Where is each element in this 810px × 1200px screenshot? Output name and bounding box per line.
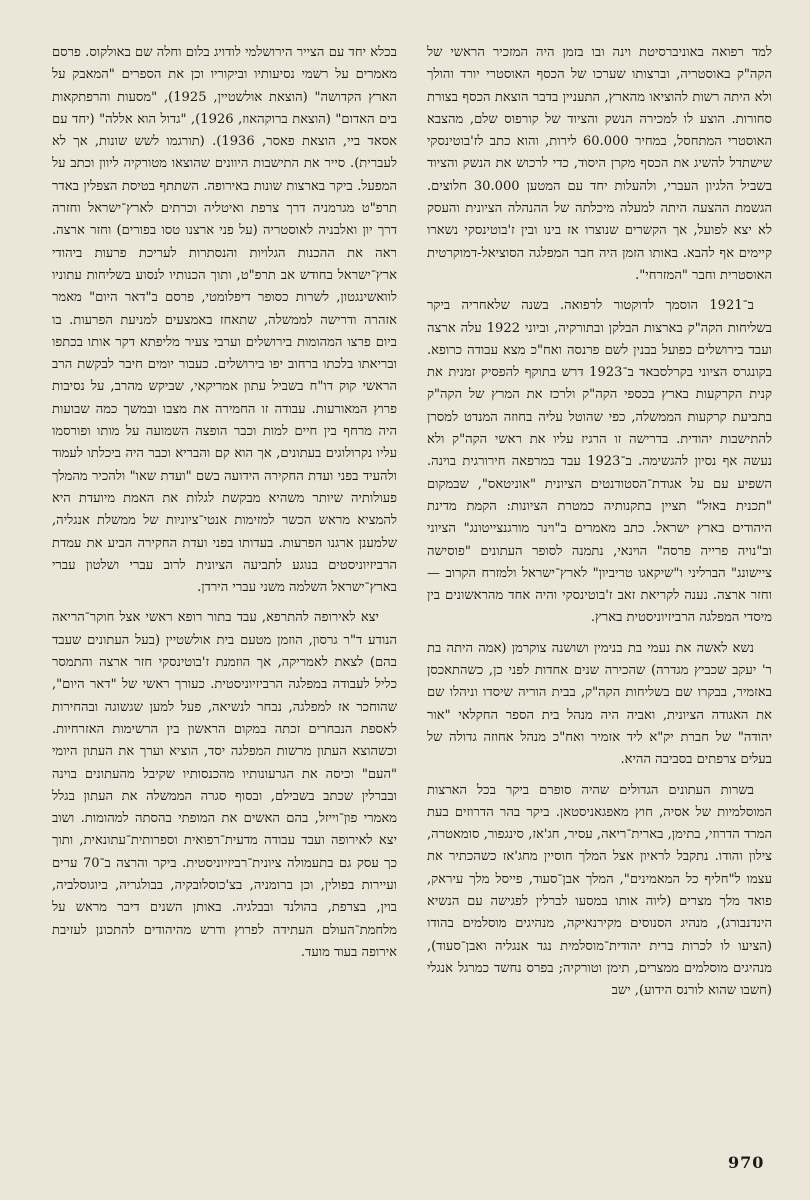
paragraph: למד רפואה באוניברסיטת וינה ובו בזמן היה המזכיר הראשי של הקה"ק באוסטריה, וברצותו שערכו של הכסף האוסטרי יורד והולך ולא היתה רשות להוציאו מהארץ, התעניין בדבר הוצאת הכסף בצורת סחורות. הוצע לו למכירה הנשק והציוד של קורפוס שלם, מהצבא האוסטרי המתחסל, במחיר 60.000 לירות, והוא כתב לז'בוטינסקי שישתדל להשיג את הכסף מקרן היסוד, כדי לרכוש את הנשק והציוד בשביל הלגיון העברי, ולהעלות יחד עם המטען 30.000 חלוצים. הגשמת ההצעה היתה למעלה מיכלתה של ההנהלה הציונית והעסק לא יצא לפועל, אך הקשרים שנוצרו אז בינו ובין ז'בוטינסקי נשארו קיימים אף להבא. באותו הזמן היה חבר המפלגה הסוציאל-דמוקרטית האוסטרית וחבר "המזרחי". <box>427 45 772 283</box>
paragraph: בשרות העתונים הגדולים שהיה סופרם ביקר בכל הארצות המוסלמיות של אסיה, חוץ מאפגאניסטאן. ביקר בהר הדרוזים בעת המרד הדרוזי, בתימן, בארית־ריאה, עסיר, חג'אז, סינגפור, סומאטרה, צילון והודו. נתקבל לראיון אצל המלך חוסיין מחג'אז כשהכתיר את עצמו ל"חליף כל המאמינים", המלך אבן־סעוד, פייסל מלך עיראק, פואד מלך מצרים (ליוה אותו במסעו לברלין לפגישה עם הנשיא הינדנבורג), מנהיג הסנוסים מקירנאיקה, מנהיגים מוסלמים בהודו (הציעו לו לכרות ברית יהודית־מוסלמית נגד אנגליה ואבן־סעוד), מנהיגים מוסלמים ממצרים, תימן וטורקיה; בפרס נחשד כמרגל אנגלי (חשבו שהוא לורנס הידוע), ישב <box>427 782 772 999</box>
left-column <box>52 42 397 1142</box>
right-column <box>427 42 772 1142</box>
paragraph: נשא לאשה את נעמי בת בנימין ושושנה צוקרמן (אמה היתה בת ר' יעקב שכביץ מגדרה) שהכירה שנים אחדות לפני כן, כשהתאכסן באזמיר, בבקרו שם בשליחות הקה"ק, בבית הוריה שיסדו וניהלו שם את האגודה הציונית, ואביה היה מנהל בית הספר החקלאי "אור יהודה" של חברת יק"א ליד אזמיר ואח"כ מנהל אחוזה גדולה של בעלים צרפתים בסביבה ההיא. <box>427 640 772 768</box>
page-number: 970 <box>728 1153 765 1172</box>
text-columns <box>52 42 772 1142</box>
paragraph: ב־1921 הוסמך לדוקטור לרפואה. בשנה שלאחריה ביקר בשליחות הקה"ק בארצות הבלקן ובתורקיה, וביוני 1922 עלה ארצה ועבד בירושלים כפועל בבנין לשם פרנסה ואח"כ מצא עבודה כרופא. בקונגרס הציוני בקרלסבאד ב־1923 דרש בתוקף להפסיק זמנית את קנית הקרקעות בארץ בכספי הקה"ק ולרכז את המרץ של הקה"ק בתביעת קרקעות הממשלה, כפי שהוטל עליה בחוזה המנדט למסרן להתישבות יהודית. בדרישה זו הרגיז עליו את ראשי הקה"ק ולא נעשה אף נסיון להגשימה. ב־1923 עבד במרפאה חירורגית בוינה. השפיע עם על אגודת־הסטודנטים הציונית "אוניטאס", שבמקום "תכנית באזל" תציין בתקנותיה כמטרת הציונות: הקמת מדינת היהודים בארץ ישראל. כתב מאמרים ב"וינר מורגנצייטונג" הציוני וב"נויה פרייה פרסה" הוינאי, נתמנה לסופר העתונים "פוסישה ציישונג" הברליני ו"שיקאגו טריביון" לארץ־ישראל ולמזרח הקרוב — וחזר ארצה. נענה לקריאת זאב ז'בוטינסקי והיה אחד מהראשונים בין מיסדי המפלגה הרביזיוניסטית בארץ. <box>427 298 772 626</box>
paragraph: יצא לאירופה להתרפא, עבד בתור רופא ראשי אצל חוקר־הריאה הנודע ד"ר גרסון, הוזמן מטעם בית אולשטיין (בעל העתונים שעבד בהם) לצאת לאמריקה, אך הוזמנת ז'בוטינסקי חזר ארצה והתמסר כליל לעבודה במפלגה הרביזיוניסטית. כעורך ראשי של "דאר היום", שהוחכר אז למפלגה, נבחר לנשיאה, פעל למען שגשוגה ובהחירות לאספת הנבחרים זכתה במקום הראשון בין הרשימות האזרחיות. וכשהוצא העתון מרשות המפלגה יסד, הוציא וערך את העתון היומי "העם" וכיסה את הגרעונותיו מהכנסותיו שקיבל מהעתונים בוינה ובברלין שכתב בשבילם, ובסוף סגרה הממשלה את העתון בגלל מאמרי פון־וייזל, בהם האשים את המופתי בהסתה למהומות. ושוב יצא לאירופה ועבד עבודה מדעית־רפואית וספרותית־עתונאית, ותוך כך עסק גם בתעמולה ציונית־רביזיוניסטית. ביקר והרצה ב־70 ערים ועיירות בפולין, וכן ברומניה, בצ'כוסלובקיה, בבולגריה, ביוגוסלביה, בוין, בצרפת, בהולנד ובבלגיה. באותן השנים דיבר מראש על מלחמת־העולם העתידה לפרוץ ודרש מהיהודים להתכונן לעזיבת אירופה בעוד מועד. <box>52 610 397 960</box>
paragraph: בכלא יחד עם הצייר הירושלמי לודויג בלום וחלה שם באולקוס. פרסם מאמרים על רשמי נסיעותיו וביקוריו וכן את הספרים "המאבק על הארץ הקדושה" (הוצאת אולשטיין, 1925), "מסעות והרפתקאות בים האדום" (הוצאת ברוקהאוז, 1926), "גדול הוא אללה" (יחד עם אסאד ביי, הוצאת פאסר, 1936). (תורגמו לשש שונות, אך לא לעברית). סייר את התישבות היוונים שהוצאו מטורקיה ליוון וכתב על המפעל. ביקר בארצות שונות באירופה. השתתף בטיסת הצפלין באדר תרפ"ט מגרמניה דרך צרפת ואיטליה וכרתים לארץ־ישראל וחזרה דרך יון ואלבניה לאוסטריה (על פני ארצנו טסו בפורים) וחזר ארצה. ראה את ההכנות הגלויות והנסתרות לעריכת פרעות ביהודי ארץ־ישראל בחודש אב תרפ"ט, ותוך הכנותיו לנסוע בשליחות עתוניו לוואשינגטון, לשרות כסופר דיפלומטי, פרסם ב"דאר היום" מאמר אזהרה ודרישה לממשלה, שתאחז באמצעים למניעת הפרעות. בו ביום פרצו המהומות בירושלים וערבי צעיר מליפתא דקר אותו בכתפו ובריאתו בלכתו ברחוב יפו בירושלים. כעבור יומים חיבר לבקשת הרב הראשי קוק דו"ח בשביל עתון אמריקאי, שביקש מהרב, על נסיבות פרוץ המאורעות. עבודה זו החמירה את מצבו ובמשך כמה שבועות היה מרחף בין חיים למות וכבר הופצה השמועה על מותו ופורסמו עליו נקרולוגים בעתונים, אך הוא קם והבריא וכבר היה ביכלתו לעמוד ולהעיד בפני ועדת החקירה הידועה בשם "ועדת שאו" ולהכיר מהמלך פעולותיה שיותר משהיא מבקשת לגלות את האמת מיועדת היא להמציא מראש הכשר למזימות אנטי־ציוניות של ממשלת אנגליה, שלמענן ארגנו הפרעות. בעדותו בפני ועדת החקירה הביע את עמדת הרביזיוניסטים בנוגע לתביעה הציונית לרוב עברי ושלטון עברי בארץ־ישראל השלמה משני עברי הירדן. <box>52 45 397 596</box>
